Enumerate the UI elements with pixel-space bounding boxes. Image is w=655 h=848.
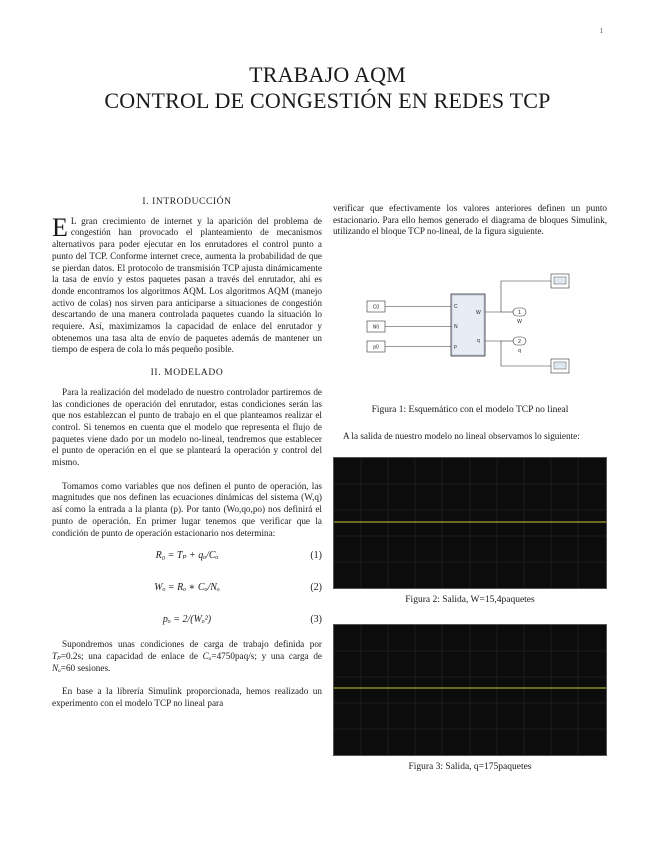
p3-b: =0.2s; una capacidad de enlace de	[60, 650, 203, 661]
drop-cap: E	[52, 212, 68, 242]
right-column	[333, 203, 607, 774]
p3-d: =60 sesiones.	[60, 662, 111, 673]
output-paragraph: A la salida de nuestro modelo no lineal observamos lo siguiente:	[343, 430, 580, 441]
outport-1-name: W	[517, 319, 522, 326]
figure-1-caption: Figura 1: Esquemático con el modelo TCP no lineal	[371, 405, 569, 416]
figure-3-caption: Figura 3: Salida, q=175paquetes	[408, 762, 532, 773]
left-column	[52, 197, 322, 710]
simulink-diagram	[333, 254, 607, 399]
input-n0-label: N0	[372, 324, 380, 331]
continued-paragraph: verificar que efectivamente los valores anteriores definen un punto estacionario. Para ello hemos generado el diagrama de bloques Simulink, utilizando el bloque TCP no-lineal, de la figura siguiente.	[333, 203, 607, 237]
equation-2-number: (2)	[310, 582, 322, 594]
outport-2-name: q	[518, 348, 521, 355]
input-p0-label: p0	[373, 344, 379, 351]
modelado-paragraph-1: Para la realización del modelado de nuestro controlador partiremos de las condiciones de operación del enrutador, estas condiciones serán las que nos establezcan el punto de trabajo en el que planteamos realizar el control. Si tenemos en cuenta que el modelo que representa el flujo de paquetes viene dado por un modelo no-lineal, tendremos que establecer el punto de operación en el que se planteará la operación y control del mismo.	[52, 386, 322, 468]
equation-1	[52, 545, 322, 567]
simulink-diagram-svg	[333, 254, 607, 399]
equation-1-math: R₀ = Tₚ + qₒ/Cₒ	[155, 550, 219, 562]
title-line-1: TRABAJO AQM	[249, 62, 406, 87]
page-number: 1	[599, 27, 603, 35]
input-c0-label: C0	[372, 304, 380, 311]
intro-paragraph	[52, 212, 322, 356]
equation-1-number: (1)	[310, 550, 322, 562]
equation-2-math: Wₒ = Rₒ ∗ Cₒ/Nₒ	[154, 582, 220, 594]
port-c: C	[454, 304, 458, 311]
equation-3-math: pₒ = 2/(Wₒ²)	[162, 614, 212, 626]
equation-3	[52, 609, 322, 631]
figure-3-plot	[334, 625, 606, 755]
figure-2-scope	[333, 457, 607, 589]
section-1-heading: I. INTRODUCCIÓN	[142, 197, 232, 207]
title-line-2: CONTROL DE CONGESTIÓN EN REDES TCP	[104, 88, 551, 113]
wire-w-scope	[485, 281, 551, 312]
intro-text: L gran crecimiento de internet y la aparición del problema de congestión han provocado el planteamiento de mecanismos alternativos para poder ejecutar en los enrutadores el control punto a punto del TCP. Conforme internet crece, aumenta la probabilidad de que se pierdan datos. El protocolo de transmisión TCP ajusta dinámicamente la tasa de envío y estos paquetes pasan a través del enrutador, ahí es donde encontramos los algoritmos AQM. Los algoritmos AQM (manejo activo de colas) nos sirven para anticiparse a situaciones de congestión descartando de una manera controlada paquetes cuando la situación lo requiere. Así, maximizamos la capacidad de enlace del enrutador y obtenemos una tasa alta de envío de paquetes además de mantener un tiempo de espera de cola lo más pequeño posible.	[52, 215, 322, 355]
equation-3-number: (3)	[310, 614, 322, 626]
outport-2-num: 2	[518, 339, 521, 346]
p3-no: Nₒ	[52, 662, 61, 673]
figure-3-scope	[333, 624, 607, 756]
figure-2-plot	[334, 458, 606, 588]
modelado-paragraph-3	[52, 639, 322, 674]
port-n: N	[454, 324, 458, 331]
figure-2-caption: Figura 2: Salida, W=15,4paquetes	[405, 594, 535, 605]
p3-co: Cₒ	[202, 650, 212, 661]
modelado-paragraph-4: En base a la librería Simulink proporcionada, hemos realizado un experimento con el modelo TCP no lineal para	[52, 686, 322, 709]
port-p: p	[454, 344, 457, 351]
p3-a: Supondremos unas condiciones de carga de trabajo definida por	[62, 639, 322, 650]
p3-tp: Tₚ	[52, 650, 61, 661]
p3-c: =4750paq/s; y una carga de	[211, 650, 322, 661]
equation-2	[52, 577, 322, 599]
paper-title	[0, 62, 655, 114]
port-w: W	[476, 310, 481, 317]
port-q: q	[477, 338, 480, 345]
section-2-heading: II. MODELADO	[150, 368, 224, 379]
modelado-paragraph-2: Tomamos como variables que nos definen el punto de operación, las magnitudes que nos definen las ecuaciones dinámicas del sistema (W,q) así como la entrada a la planta (p). Por tanto (Wo,qo,po) nos definirá el punto de operación. En primer lugar tenemos que verificar que la condición de punto de operación estacionario nos determina:	[52, 480, 322, 538]
outport-1-num: 1	[518, 310, 521, 317]
